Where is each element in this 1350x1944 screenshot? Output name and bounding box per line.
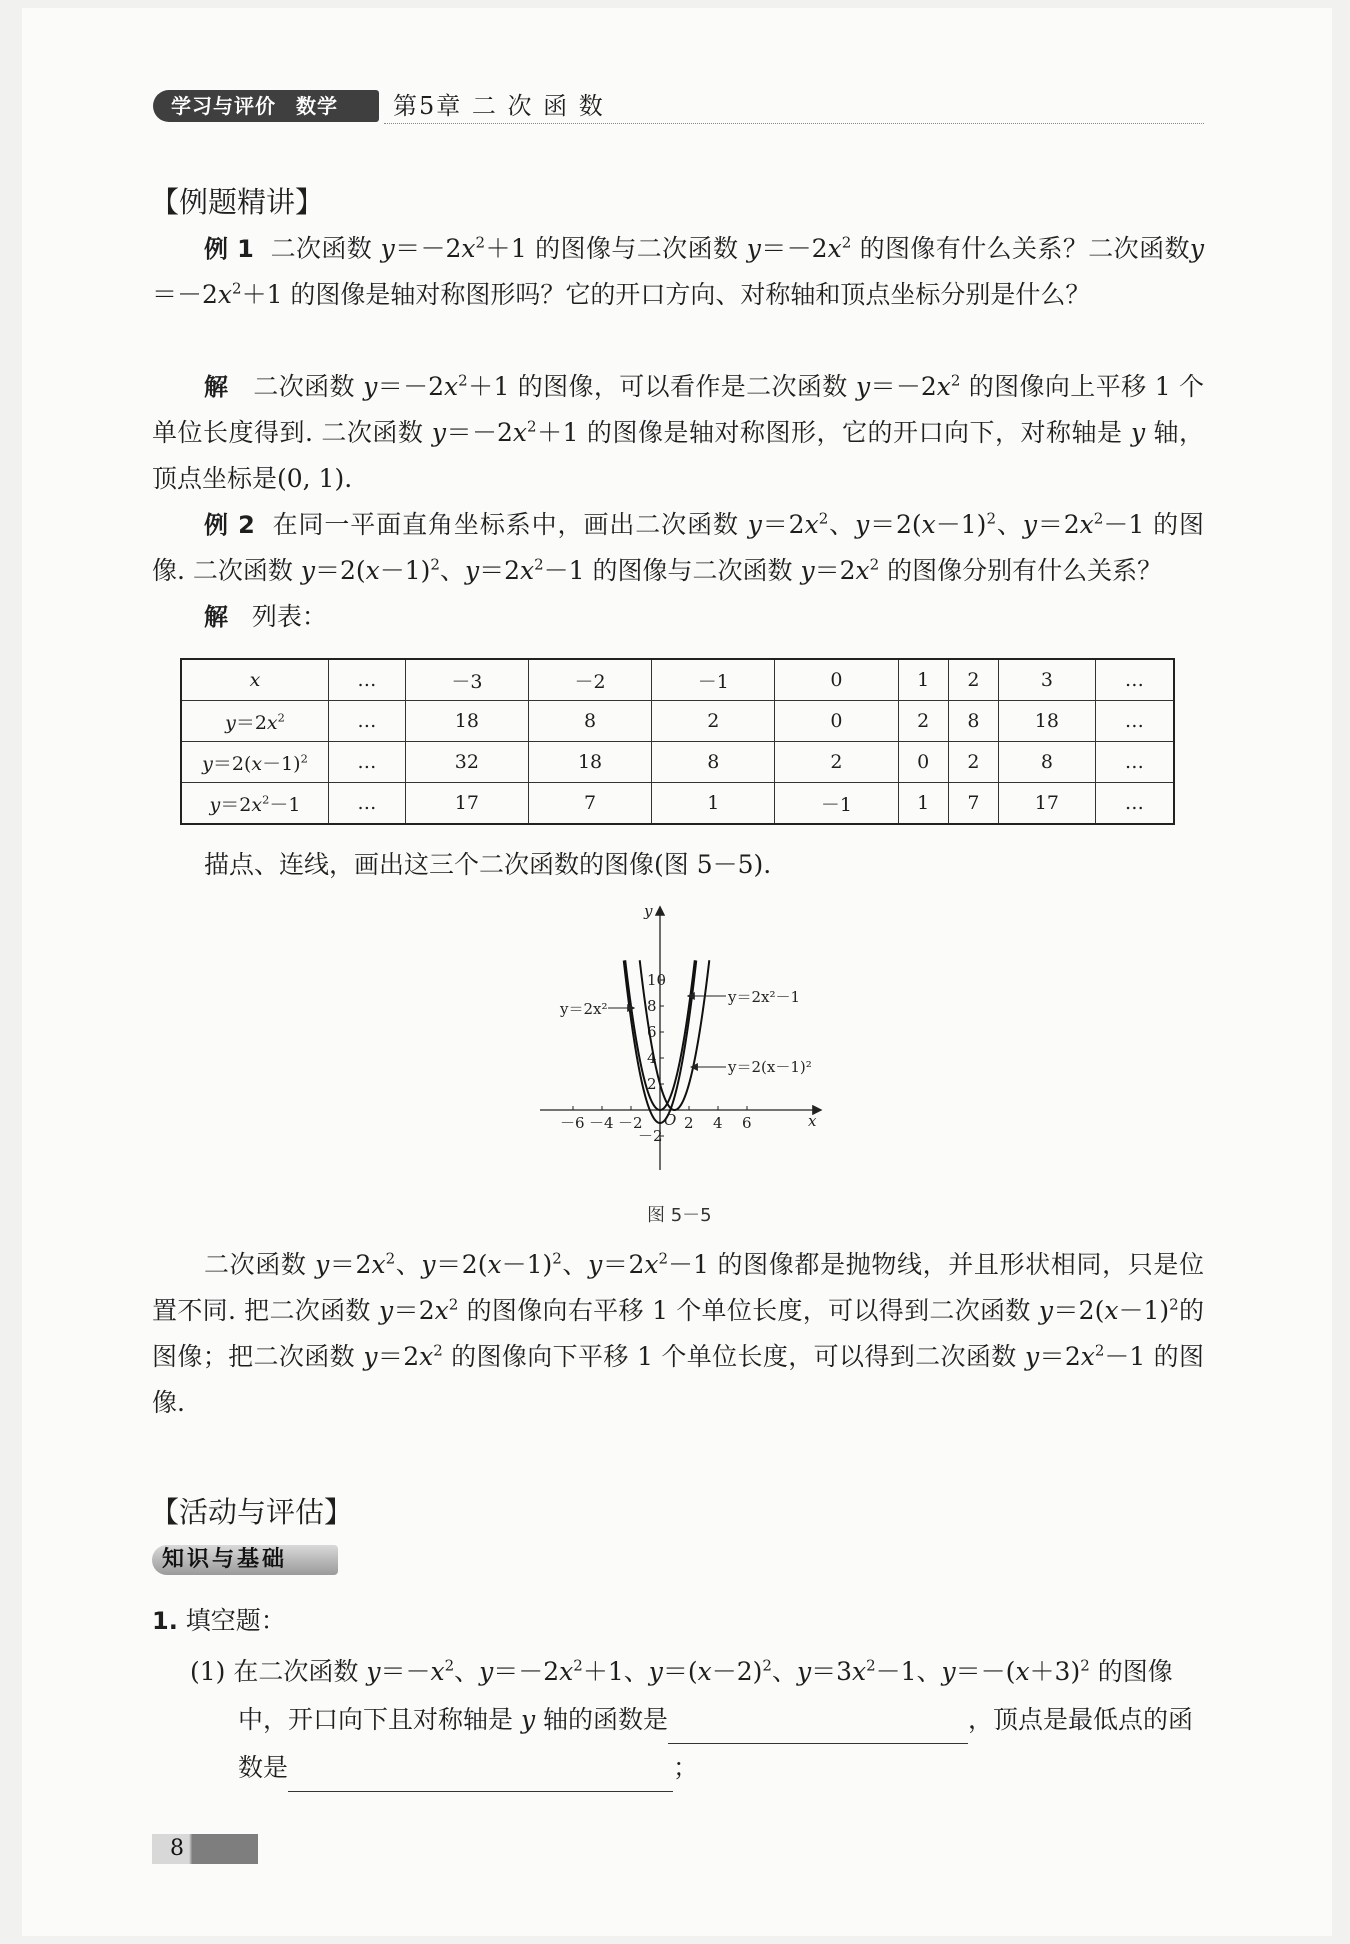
- table-cell: 0: [775, 659, 898, 701]
- table-cell: 2: [898, 701, 948, 742]
- label-y-2x2-minus-1: y＝2x²－1: [728, 988, 801, 1006]
- answer-blank-2[interactable]: [288, 1761, 673, 1792]
- example-1-label: 例 1: [204, 235, 254, 263]
- table-cell: 17: [999, 783, 1096, 825]
- x-tick-label: 6: [742, 1114, 752, 1132]
- table-cell: 7: [528, 783, 651, 825]
- table-cell: 1: [898, 783, 948, 825]
- example-1-solution-text: 二次函数 $y=-2x^2+1$ 的图像，可以看作是二次函数 $y=-2x^2$ 的图像向上平移 1 个单位长度得到. 二次函数 $y=-2x^2+1$ 的图像是轴对称图形，它的开口向下，对称轴是 y 轴，顶点坐标是(0, 1).: [152, 371, 1205, 493]
- y-tick-label: 6: [647, 1023, 657, 1041]
- table-cell: 18: [999, 701, 1096, 742]
- book-title-badge: [153, 90, 379, 122]
- table-cell: …: [329, 783, 406, 825]
- table-cell: …: [1095, 742, 1174, 783]
- example-1-solution-label: 解: [204, 373, 229, 401]
- example-2-question: [152, 502, 1204, 594]
- y-axis-label: y: [644, 902, 653, 920]
- page-number-badge: [152, 1834, 258, 1864]
- row-header: $y=2(x-1)^2$: [181, 742, 329, 783]
- header-divider: [384, 123, 1204, 124]
- book-title: 学习与评价: [171, 94, 276, 118]
- x-tick-label: －4: [589, 1114, 614, 1132]
- page-number: 8: [170, 1836, 184, 1861]
- label-y-2x2: y＝2x²: [560, 1000, 608, 1018]
- knowledge-tag: 知识与基础: [152, 1545, 338, 1575]
- table-cell: …: [329, 742, 406, 783]
- table-cell: 7: [948, 783, 998, 825]
- table-cell: 8: [652, 742, 775, 783]
- table-cell: …: [1095, 783, 1174, 825]
- subject-name: 数学: [296, 94, 338, 118]
- table-cell: 2: [775, 742, 898, 783]
- table-cell: 18: [528, 742, 651, 783]
- table-cell: －1: [652, 659, 775, 701]
- exercise-number: 1.: [152, 1607, 178, 1635]
- y-tick-label: 4: [647, 1049, 657, 1067]
- section-title-activity: 【活动与评估】: [150, 1495, 354, 1529]
- plot-instruction: 描点、连线，画出这三个二次函数的图像(图 5－5).: [204, 850, 772, 879]
- y-tick-label: －2: [638, 1127, 663, 1145]
- x-tick-label: －6: [560, 1114, 585, 1132]
- table-cell: …: [1095, 701, 1174, 742]
- example-2-solution: [152, 594, 1204, 640]
- row-header: $y=2x^2$: [181, 701, 329, 742]
- exercise-item-1: [190, 1648, 1204, 1792]
- x-tick-label: 4: [713, 1114, 723, 1132]
- table-cell: 2: [948, 742, 998, 783]
- row-header: $y=2x^2-1$: [181, 783, 329, 825]
- table-row: [181, 742, 1174, 783]
- y-tick-label: 10: [647, 971, 667, 989]
- table-cell: 1: [898, 659, 948, 701]
- answer-blank-1[interactable]: [668, 1713, 968, 1744]
- y-tick-label: 2: [647, 1075, 657, 1093]
- origin-label: O: [664, 1111, 677, 1129]
- chapter-title: 第5章 二 次 函 数: [393, 92, 605, 120]
- example-2-solution-text: 列表：: [251, 602, 327, 631]
- label-y-2-x-minus-1-squared: y＝2(x－1)²: [728, 1058, 812, 1076]
- y-tick-label: 8: [647, 997, 657, 1015]
- section-title-examples: 【例题精讲】: [150, 185, 325, 219]
- table-row: [181, 659, 1174, 701]
- table-cell: 8: [528, 701, 651, 742]
- table-row: [181, 783, 1174, 825]
- exercise-item-1-end: ；: [673, 1753, 699, 1782]
- example-2-label: 例 2: [204, 511, 255, 539]
- row-header: x: [181, 659, 329, 701]
- exercise-item-1-text: (1) 在二次函数 $y=-x^2$、$y=-2x^2+1$、$y=(x-2)^2$、$y=3x^2-1$、$y=-(x+3)^2$ 的图像中，开口向下且对称轴是 y 轴的函数是: [190, 1656, 1173, 1734]
- exercise-item-1-middle: ，顶点是最低点的函数是: [238, 1705, 1194, 1782]
- figure-caption: 图 5－5: [647, 1205, 712, 1226]
- conclusion-paragraph: 二次函数 $y=2x^2$、$y=2(x-1)^2$、$y=2x^2-1$ 的图像都是抛物线，并且形状相同，只是位置不同. 把二次函数 $y=2x^2$ 的图像向右平移 1 个单位长度，可以得到二次函数 $y=2(x-1)^2$的图像；把二次函数 $y=2x^2$ 的图像向下平移 1 个单位长度，可以得到二次函数 $y=2x^2-1$ 的图像.: [152, 1249, 1205, 1417]
- table-cell: …: [329, 659, 406, 701]
- example-1-question: [152, 226, 1204, 318]
- example-2-solution-label: 解: [204, 603, 228, 631]
- table-cell: 1: [652, 783, 775, 825]
- value-table: [180, 658, 1175, 825]
- table-cell: －1: [775, 783, 898, 825]
- table-cell: －3: [405, 659, 528, 701]
- table-cell: 32: [405, 742, 528, 783]
- exercise-title: 填空题：: [185, 1606, 286, 1635]
- table-cell: …: [1095, 659, 1174, 701]
- table-cell: －2: [528, 659, 651, 701]
- example-1-text: 二次函数 $y=-2x^2+1$ 的图像与二次函数 $y=-2x^2$ 的图像有什么关系？二次函数$y=-2x^2+1$ 的图像是轴对称图形吗？它的开口方向、对称轴和顶点坐标分别是什么？: [152, 233, 1204, 309]
- table-cell: 18: [405, 701, 528, 742]
- table-cell: 8: [999, 742, 1096, 783]
- table-cell: 3: [999, 659, 1096, 701]
- x-axis-label: x: [808, 1112, 817, 1130]
- table-cell: 2: [948, 659, 998, 701]
- parabola-graph: [530, 900, 830, 1190]
- table-cell: 2: [652, 701, 775, 742]
- example-1-solution: [152, 364, 1204, 502]
- table-cell: …: [329, 701, 406, 742]
- table-cell: 17: [405, 783, 528, 825]
- table-row: [181, 701, 1174, 742]
- exercise-heading: [152, 1598, 1204, 1644]
- x-tick-label: －2: [618, 1114, 643, 1132]
- table-cell: 0: [898, 742, 948, 783]
- table-cell: 0: [775, 701, 898, 742]
- x-tick-label: 2: [684, 1114, 694, 1132]
- table-cell: 8: [948, 701, 998, 742]
- example-2-text: 在同一平面直角坐标系中，画出二次函数 $y=2x^2$、$y=2(x-1)^2$、$y=2x^2-1$ 的图像. 二次函数 $y=2(x-1)^2$、$y=2x^2-1$ 的图像与二次函数 $y=2x^2$ 的图像分别有什么关系？: [152, 509, 1204, 585]
